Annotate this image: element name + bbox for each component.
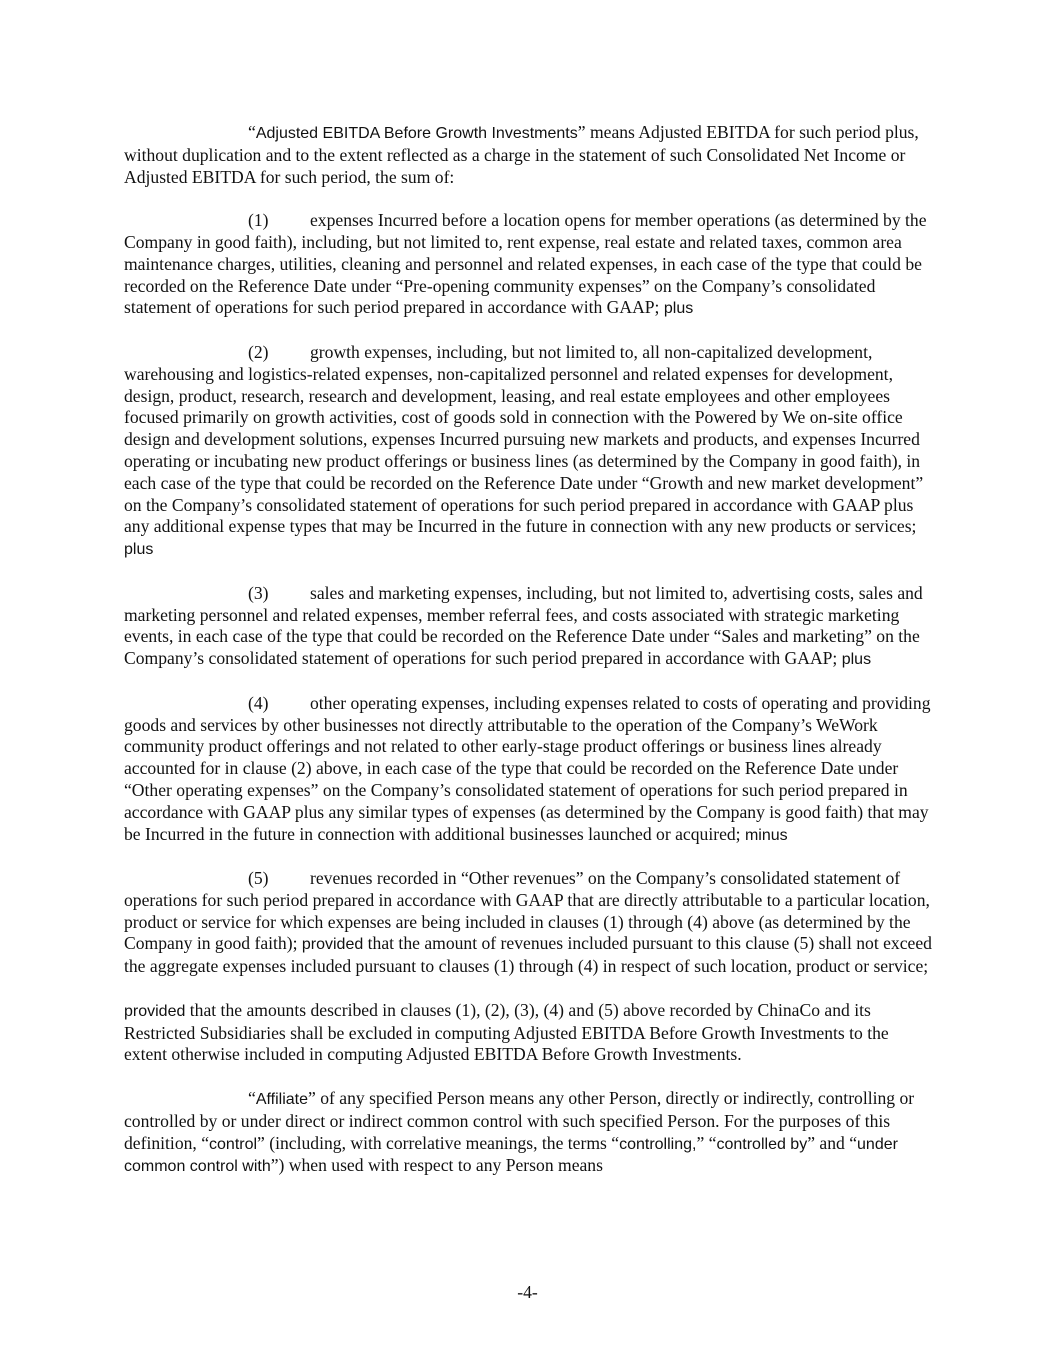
definition-text: ” and “ <box>807 1132 858 1153</box>
clause-text: expenses Incurred before a location opens for member operations (as determined by the Company in good faith), including, but not limited to, rent expense, real estate and related taxes, common area maintenance charges, utilities, cleaning and personnel and related expenses, in each case of the type that could be recorded on the Reference Date under “Pre-opening community expenses” on the Company’s consolidated statement of operations for such period prepared in accordance with GAAP; <box>124 210 927 318</box>
clause-connector: plus <box>663 300 694 318</box>
defined-term: Adjusted EBITDA Before Growth Investments <box>255 125 578 142</box>
clause-text-continued: that the amount of revenues included pursuant to this clause (5) shall not exceed the aggregate expenses included pursuant to clauses (1) through (4) in respect of such location, product or service; <box>124 933 932 977</box>
clause-number: (1) <box>248 210 269 231</box>
clause-number: (3) <box>248 582 269 603</box>
definition-text: ” (including, with correlative meanings, the terms “ <box>257 1132 620 1153</box>
open-quote: “ <box>248 1088 256 1109</box>
clause-text: sales and marketing expenses, including, but not limited to, advertising costs, sales and marketing personnel and related expenses, member referral fees, and costs associated with strategic marketing events, in each case of the type that could be recorded on the Reference Date under “Sales and marketing” on the Company’s consolidated statement of operations for such period prepared in accordance with GAAP; <box>124 582 923 669</box>
proviso-text: that the amounts described in clauses (1), (2), (3), (4) and (5) above recorded by ChinaCo and its Restricted Subsidiaries shall be excluded in computing Adjusted EBITDA Before Growth Investments to the extent otherwise included in computing Adjusted EBITDA Before Growth Investments. <box>124 999 889 1065</box>
definition-text: ”) when used with respect to any Person means <box>270 1155 603 1176</box>
clause-text: growth expenses, including, but not limited to, all non-capitalized development, warehousing and logistics-related expenses, non-capitalized personnel and related expenses for development, design, product, research, research and development, leasing, and real estate employees and other employees focused primarily on growth activities, cost of goods sold in connection with the Powered by We on-site office design and development solutions, expenses Incurred pursuing new markets and products, and expenses Incurred operating or incubating new product offerings or business lines (as determined by the Company in good faith), in each case of the type that could be recorded on the Reference Date under “Growth and new market development” on the Company’s consolidated statement of operations for such period prepared in accordance with GAAP plus any additional expense types that may be Incurred in the future in connection with any new products or services; <box>124 341 924 537</box>
clause-connector: provided <box>301 936 364 954</box>
clause-4 <box>124 693 936 847</box>
definition-text: means Adjusted EBITDA for such period plus, without duplication and to the extent reflected as a charge in the statement of such Consolidated Net Income or Adjusted EBITDA for such period, the sum of: <box>124 122 919 187</box>
clause-2 <box>124 342 936 561</box>
clause-connector: plus <box>841 651 872 669</box>
open-quote: “ <box>248 122 256 142</box>
defined-term-controlled-by: controlled by <box>716 1135 808 1153</box>
definition-adjusted-ebitda <box>124 122 936 188</box>
defined-term-control: control <box>209 1135 258 1153</box>
clause-1 <box>124 210 936 320</box>
clause-5 <box>124 868 936 978</box>
definition-text: ” “ <box>696 1132 717 1153</box>
defined-term: Affiliate <box>255 1091 308 1109</box>
defined-term-common-control: under common control with <box>124 1135 898 1176</box>
clause-connector: minus <box>744 826 788 844</box>
close-quote: ” <box>577 122 586 142</box>
proviso-paragraph <box>124 1000 936 1066</box>
defined-term-controlling: controlling, <box>619 1135 697 1153</box>
clause-number: (4) <box>248 692 269 713</box>
definition-text: ” of any specified Person means any other Person, directly or indirectly, controlling or controlled by or under direct or indirect common control with such specified Person. For the purposes of this definition, “ <box>124 1088 915 1153</box>
definition-affiliate <box>124 1088 936 1178</box>
clause-3 <box>124 583 936 671</box>
document-body <box>124 122 936 1178</box>
clause-number: (2) <box>248 341 269 362</box>
proviso-term: provided <box>124 1002 186 1020</box>
clause-connector: plus <box>124 541 154 559</box>
clause-number: (5) <box>248 868 269 889</box>
clause-text: other operating expenses, including expenses related to costs of operating and providing goods and services by other businesses not directly attributable to the operation of the Company’s WeWork community product offerings and not related to other early-stage product offerings or business lines already accounted for in clause (2) above, in each case of the type that could be recorded on the Reference Date under “Other operating expenses” on the Company’s consolidated statement of operations for such period prepared in accordance with GAAP plus any similar types of expenses (as determined by the Company is good faith) that may be Incurred in the future in connection with additional businesses launched or acquired; <box>124 692 931 844</box>
clause-text: revenues recorded in “Other revenues” on the Company’s consolidated statement of operations for such period prepared in accordance with GAAP that are directly attributable to a particular location, product or service for which expenses are being included in clauses (1) through (4) above (as determined by the Company in good faith); <box>124 868 930 954</box>
page-number: -4- <box>517 1282 538 1302</box>
